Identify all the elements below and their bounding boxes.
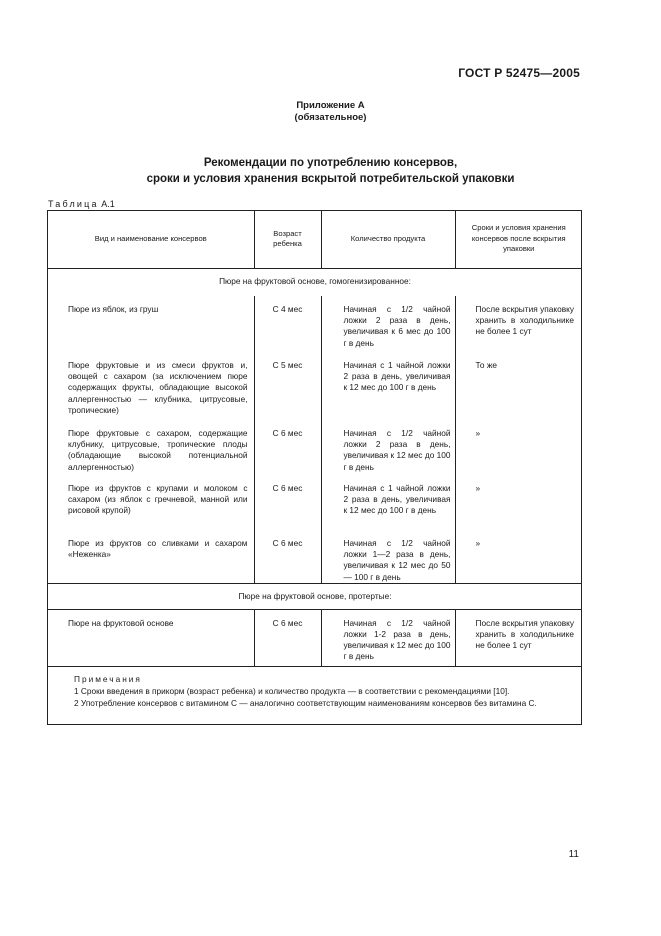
cell-quantity: Начиная с 1/2 чайной ложки 1-2 раза в день, увеличивая к 12 мес до 100 г в день bbox=[321, 609, 455, 666]
section-row-homogenized bbox=[48, 269, 582, 297]
page-number: 11 bbox=[568, 849, 579, 860]
table-row bbox=[48, 296, 582, 352]
cell-quantity: Начиная с 1/2 чайной ложки 1—2 раза в день, увеличивая к 12 мес до 50 — 100 г в день bbox=[321, 530, 455, 583]
section-row-rubbed bbox=[48, 583, 582, 609]
recommendations-table bbox=[48, 210, 582, 715]
cell-storage: » bbox=[475, 428, 481, 438]
header-quantity: Количество продукта bbox=[321, 210, 455, 269]
note-2: 2 Употребление консервов с витамином С — аналогично соответствующим наименованиям консервов без витамина С. bbox=[74, 697, 537, 708]
table-row bbox=[48, 530, 582, 583]
cell-age: С 6 мес bbox=[254, 475, 321, 530]
notes-heading: Примечания bbox=[74, 673, 142, 684]
cell-name: Пюре фруктовые с сахаром, содержащие клубнику, цитрусовые, тропические плоды (обладающие высокой потенциальной аллергенностью) bbox=[48, 420, 254, 475]
table-caption-number: А.1 bbox=[101, 199, 115, 209]
notes-row bbox=[48, 666, 582, 715]
cell-name: Пюре на фруктовой основе bbox=[48, 609, 254, 666]
appendix-kind: (обязательное) bbox=[294, 112, 367, 123]
table-row bbox=[48, 609, 582, 666]
notes-cell bbox=[48, 666, 582, 715]
cell-storage: После вскрытия упаковку хранить в холодильнике не более 1 сут bbox=[455, 609, 582, 666]
cell-storage: То же bbox=[475, 360, 498, 370]
standard-number: ГОСТ Р 52475—2005 bbox=[458, 66, 580, 80]
cell-quantity: Начиная с 1 чайной ложки 2 раза в день, увеличивая к 12 мес до 100 г в день bbox=[321, 352, 455, 420]
table-caption bbox=[48, 199, 115, 209]
section-title-homogenized: Пюре на фруктовой основе, гомогенизированное: bbox=[219, 276, 411, 286]
section-title-rubbed: Пюре на фруктовой основе, протертые: bbox=[48, 583, 582, 609]
table-header-row bbox=[48, 210, 582, 269]
cell-storage: » bbox=[475, 483, 481, 493]
header-child-age: Возраст ребенка bbox=[254, 210, 321, 269]
note-1: 1 Сроки введения в прикорм (возраст ребенка) и количество продукта — в соответствии с рекомендациями [10]. bbox=[74, 685, 510, 696]
cell-name: Пюре из яблок, из груш bbox=[48, 296, 254, 352]
cell-storage: После вскрытия упаковку хранить в холодильнике не более 1 сут bbox=[475, 304, 574, 337]
cell-name: Пюре из фруктов со сливками и сахаром «Неженка» bbox=[48, 530, 254, 583]
title-line-1: Рекомендации по употреблению консервов, bbox=[203, 157, 458, 169]
header-storage: Сроки и условия хранения консервов после вскрытия упаковки bbox=[455, 210, 582, 269]
appendix-label: Приложение А bbox=[296, 100, 365, 111]
cell-age: С 6 мес bbox=[254, 609, 321, 666]
cell-quantity: Начиная с 1/2 чайной ложки 2 раза в день, увеличивая к 6 мес до 100 г в день bbox=[321, 296, 455, 352]
header-product-name: Вид и наименование консервов bbox=[48, 210, 254, 269]
table-row bbox=[48, 352, 582, 420]
table-caption-word: Таблица bbox=[48, 199, 99, 209]
cell-storage: » bbox=[455, 530, 582, 583]
cell-quantity: Начиная с 1 чайной ложки 2 раза в день, увеличивая к 12 мес до 100 г в день bbox=[321, 475, 455, 530]
cell-quantity: Начиная с 1/2 чайной ложки 2 раза в день, увеличивая к 12 мес до 100 г в день bbox=[321, 420, 455, 475]
cell-age: С 6 мес bbox=[254, 530, 321, 583]
cell-age: С 4 мес bbox=[254, 296, 321, 352]
table-row bbox=[48, 475, 582, 530]
cell-age: С 6 мес bbox=[254, 420, 321, 475]
cell-age: С 5 мес bbox=[254, 352, 321, 420]
table-row bbox=[48, 420, 582, 475]
cell-name: Пюре фруктовые и из смеси фруктов и, овощей с сахаром (за исключением пюре содержащих фрукты, обладающие высокой аллергенностью — клубника, цитрусовые, тропические) bbox=[48, 352, 254, 420]
cell-name: Пюре из фруктов с крупами и молоком с сахаром (из яблок с гречневой, манной или рисовой крупой) bbox=[48, 475, 254, 530]
title-line-2: сроки и условия хранения вскрытой потребительской упаковки bbox=[146, 173, 515, 185]
